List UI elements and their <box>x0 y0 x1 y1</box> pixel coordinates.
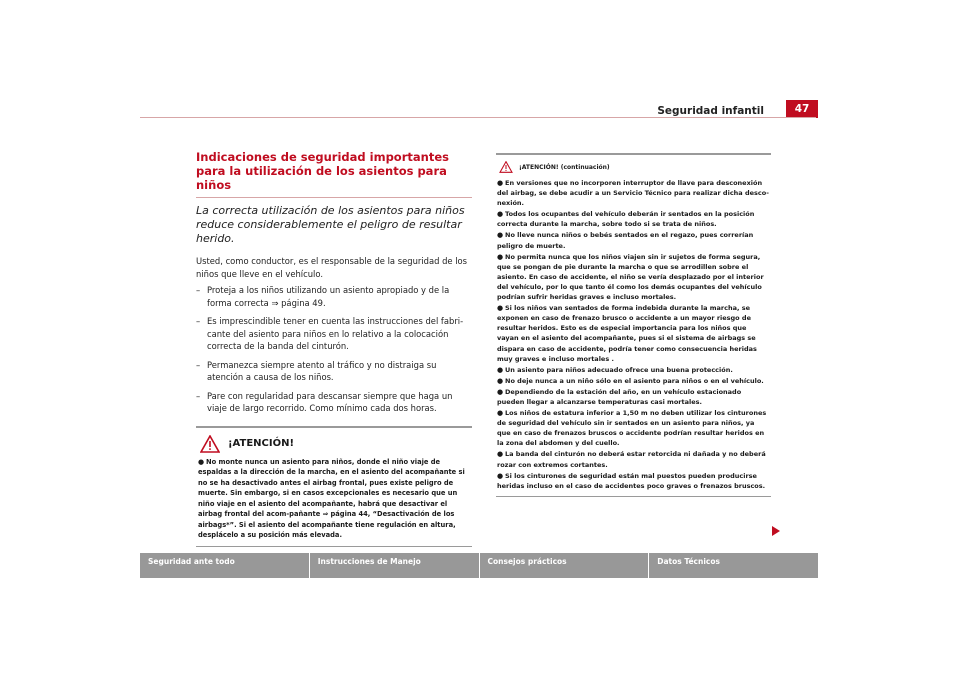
list-item: ● No deje nunca a un niño sólo en el asiento para niños o en el vehículo. <box>497 376 764 385</box>
list-item: – Proteja a los niños utilizando un asiento apropiado y de la forma correcta ⇒ página 49. <box>196 285 450 308</box>
footer-tab-datos[interactable]: Datos Técnicos <box>648 553 818 578</box>
page-number: 47 <box>786 100 818 118</box>
list-item: ● La banda del cinturón no deberá estar retorcida ni dañada y no deberá rozar con extremos cortantes. <box>497 450 766 469</box>
list-item: ● Si los niños van sentados de forma indebida durante la marcha, se exponen en caso de frenazo brusco o accidente a un mayor riesgo de resultar heridos. Esto es de especial importancia para los niños que vayan en el asiento del acompañante, pues si el sistema de airbags se dispara en caso de accidente, podría tener como consecuencia heridas muy graves e incluso mortales . <box>497 304 757 363</box>
list-item: ● No permita nunca que los niños viajen sin ir sujetos de forma segura, que se pongan de pie durante la marcha o que se arrodillen sobre el asiento. En caso de accidente, el niño se vería desplazado por el interior del vehículo, por lo que tanto él como los demás ocupantes del vehículo podrían sufrir heridas graves e incluso mortales. <box>497 252 764 302</box>
warning-box <box>196 426 472 547</box>
list-item: ● Todos los ocupantes del vehículo deberán ir sentados en la posición correcta durante la marcha, sobre todo si se trata de niños. <box>497 210 755 229</box>
footer-tab-consejos[interactable]: Consejos prácticos <box>479 553 649 578</box>
bullet-icon: ● <box>497 376 504 385</box>
list-item: – Es imprescindible tener en cuenta las instrucciones del fabri-cante del asiento para niños en lo relativo a la colocación correcta de la banda del cinturón. <box>196 316 464 352</box>
warning-text: ● No monte nunca un asiento para niños, donde el niño viaje de espaldas a la dirección de la marcha, en el asiento del acompañante si no se ha desactivado antes el airbag frontal, pues existe peligro de muerte. Sin embargo, si en casos excepcionales es necesario que un niño viaje en el asiento del acompañante, habrá que desactivar el airbag frontal del acom-pañante ⇒ página 44, “Desactivación de los airbags*”. Si el asiento del acompañante tiene regulación en altura, desplácelo a su posición más elevada. <box>198 457 465 540</box>
list-item: – Pare con regularidad para descansar siempre que haga un viaje de largo recorrido. Como mínimo cada dos horas. <box>196 390 453 414</box>
bullet-icon: ● <box>497 179 504 187</box>
section-title: Indicaciones de seguridad importantes para la utilización de los asientos para niños <box>196 150 472 198</box>
intro-paragraph: Usted, como conductor, es el responsable de la seguridad de los niños que lleve en el vehículo. <box>196 256 468 279</box>
bullet-icon: ● <box>497 365 504 374</box>
footer-nav <box>140 553 818 578</box>
bullet-icon: ● <box>497 387 504 396</box>
continue-arrow-icon <box>772 526 780 536</box>
bullet-icon: ● <box>497 252 504 261</box>
bullet-icon: ● <box>497 231 504 240</box>
section-subtitle: La correcta utilización de los asientos para niños reduce considerablemente el peligro de resultar herido. <box>196 204 465 245</box>
bullet-icon: ● <box>497 471 504 480</box>
list-item: ● No lleve nunca niños o bebés sentados en el regazo, pues correrían peligro de muerte. <box>497 231 754 250</box>
page-header-title: Seguridad infantil <box>657 105 764 117</box>
warning-continuation-box <box>496 153 771 497</box>
warning-triangle-icon <box>499 161 513 173</box>
bullet-icon: ● <box>497 304 504 313</box>
bullet-icon: ● <box>198 457 205 466</box>
instruction-list <box>196 284 472 415</box>
bullet-icon: ● <box>497 210 504 219</box>
header-rule <box>140 117 816 118</box>
list-item: ● Los niños de estatura inferior a 1,50 m no deben utilizar los cinturones de seguridad del vehículo sin ir sentados en un asiento para niños, ya que en caso de frenazos bruscos o accidente podrían resultar heridos en la zona del abdomen y del cuello. <box>497 409 767 448</box>
warning-label: ¡ATENCIÓN! <box>228 438 295 450</box>
footer-tab-seguridad[interactable]: Seguridad ante todo <box>140 553 309 578</box>
warning-triangle-icon <box>200 435 220 453</box>
list-item: ● En versiones que no incorporen interruptor de llave para desconexión del airbag, se debe acudir a un Servicio Técnico para realizar dicha desco-nexión. <box>497 179 769 208</box>
footer-tab-instrucciones[interactable]: Instrucciones de Manejo <box>309 553 479 578</box>
bullet-icon: ● <box>497 409 504 418</box>
continuation-label: ¡ATENCIÓN! (continuación) <box>519 163 610 171</box>
list-item: ● Un asiento para niños adecuado ofrece una buena protección. <box>497 365 733 374</box>
bullet-icon: ● <box>497 450 504 459</box>
list-item: ● Si los cinturones de seguridad están mal puestos pueden producirse heridas incluso en el caso de accidentes poco graves o frenazos bruscos. <box>497 471 766 490</box>
list-item: ● Dependiendo de la estación del año, en un vehículo estacionado pueden llegar a alcanzarse temperaturas casi mortales. <box>497 387 742 406</box>
list-item: – Permanezca siempre atento al tráfico y no distraiga su atención a causa de los niños. <box>196 359 437 383</box>
left-column <box>196 150 472 547</box>
